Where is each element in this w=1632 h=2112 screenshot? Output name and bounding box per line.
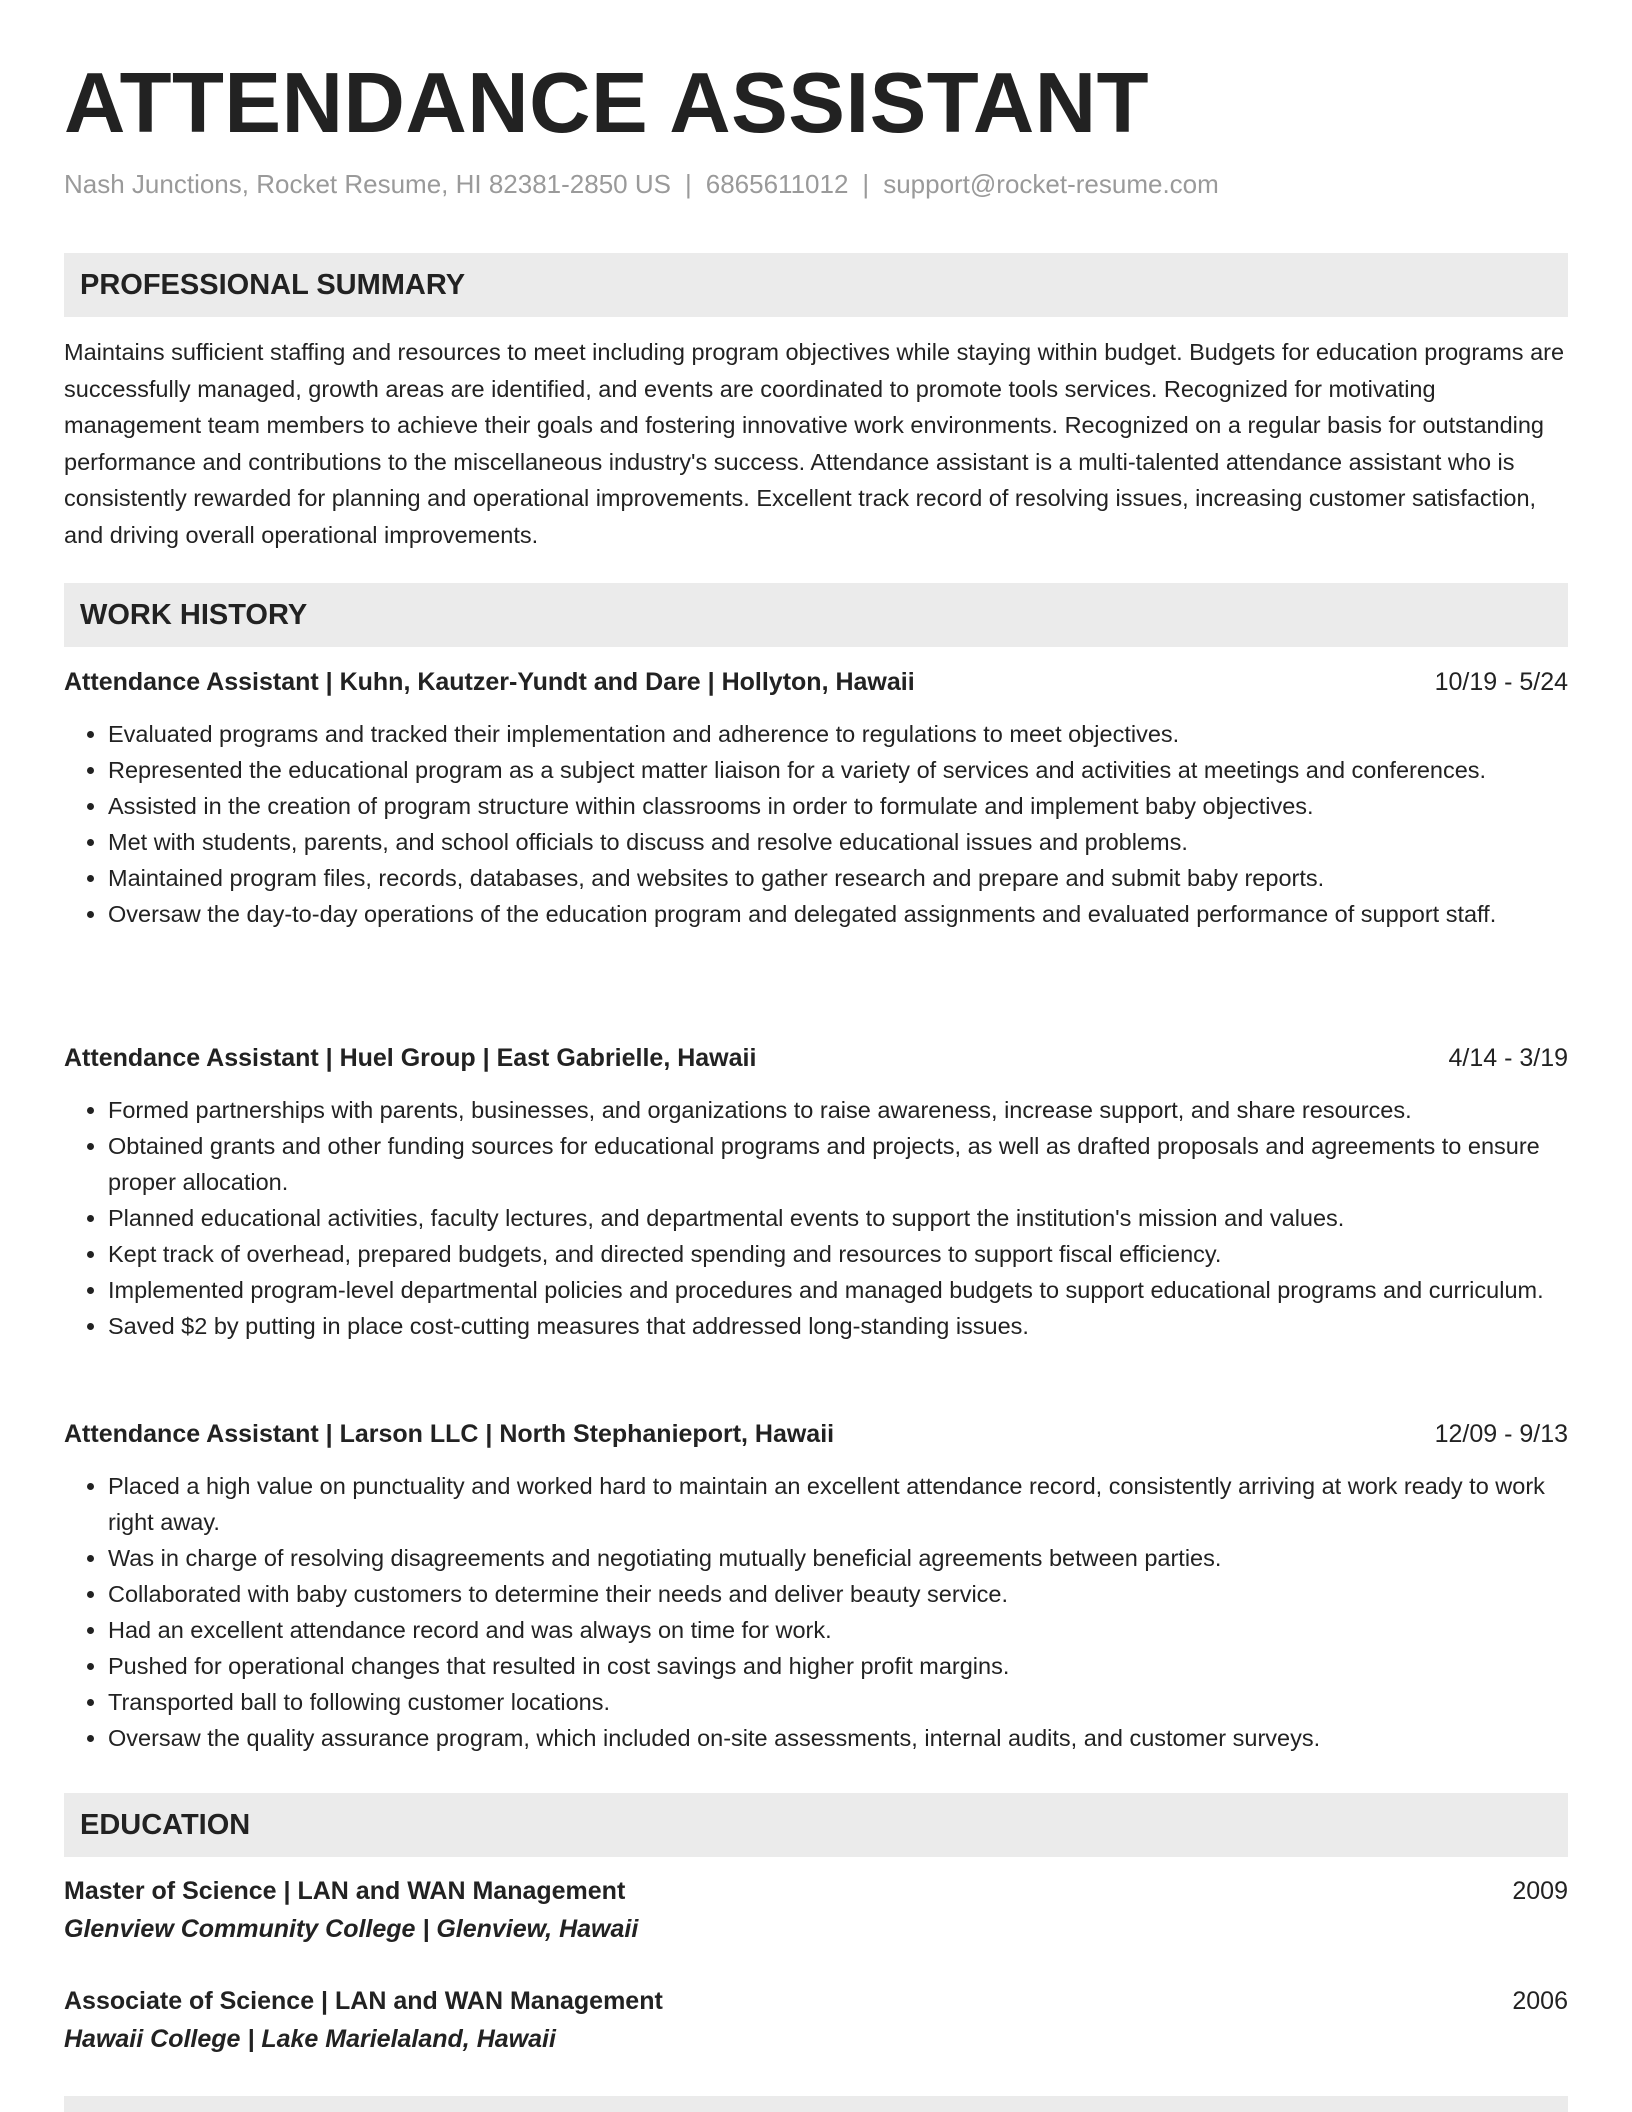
contact-phone: 6865611012 <box>705 169 849 199</box>
job-bullet: • Transported ball to following customer locations. <box>108 1684 1568 1720</box>
candidate-name: ATTENDANCE ASSISTANT <box>64 56 1150 151</box>
job-header <box>64 1040 1568 1076</box>
job-entry <box>64 664 1568 932</box>
job-title: Attendance Assistant | Kuhn, Kautzer-Yundt and Dare | Hollyton, Hawaii <box>64 668 915 696</box>
job-bullet: • Represented the educational program as a subject matter liaison for a variety of services and activities at meetings and conferences. <box>108 752 1568 788</box>
education-year: 2009 <box>1512 1877 1568 1905</box>
contact-address: Nash Junctions, Rocket Resume, HI 82381-2850 US <box>64 169 671 199</box>
job-dates: 10/19 - 5/24 <box>1434 668 1568 696</box>
job-title: Attendance Assistant | Larson LLC | North Stephanieport, Hawaii <box>64 1420 835 1448</box>
job-dates: 12/09 - 9/13 <box>1434 1420 1568 1448</box>
education-section-header <box>64 1793 1568 1857</box>
job-bullet: • Assisted in the creation of program structure within classrooms in order to formulate and implement baby objectives. <box>108 788 1568 824</box>
job-bullet: • Oversaw the day-to-day operations of the education program and delegated assignments and evaluated performance of support staff. <box>108 896 1568 932</box>
job-bullet: • Saved $2 by putting in place cost-cutting measures that addressed long-standing issues. <box>108 1308 1568 1344</box>
next-section-header <box>64 2096 1568 2112</box>
job-bullet: • Was in charge of resolving disagreements and negotiating mutually beneficial agreements between parties. <box>108 1540 1568 1576</box>
job-bullet: • Had an excellent attendance record and was always on time for work. <box>108 1612 1568 1648</box>
contact-email: support@rocket-resume.com <box>883 169 1219 199</box>
job-bullet: • Implemented program-level departmental policies and procedures and managed budgets to support educational programs and curriculum. <box>108 1272 1568 1308</box>
summary-heading: PROFESSIONAL SUMMARY <box>80 269 466 301</box>
education-year: 2006 <box>1512 1987 1568 2015</box>
job-bullets <box>64 716 1568 932</box>
job-entry <box>64 1416 1568 1756</box>
education-entry <box>64 1873 1568 1947</box>
job-bullet: • Maintained program files, records, databases, and websites to gather research and prepare and submit baby reports. <box>108 860 1568 896</box>
job-header <box>64 664 1568 700</box>
education-degree: Master of Science | LAN and WAN Management <box>64 1877 626 1905</box>
education-header <box>64 1873 1568 1909</box>
work-history-section-header <box>64 583 1568 647</box>
job-bullet: • Kept track of overhead, prepared budgets, and directed spending and resources to support fiscal efficiency. <box>108 1236 1568 1272</box>
summary-section-header <box>64 253 1568 317</box>
education-school: Glenview Community College | Glenview, Hawaii <box>64 1915 639 1943</box>
contact-line <box>64 166 1219 202</box>
job-entry <box>64 1040 1568 1344</box>
job-bullet: • Formed partnerships with parents, businesses, and organizations to raise awareness, increase support, and share resources. <box>108 1092 1568 1128</box>
job-bullet: • Planned educational activities, faculty lectures, and departmental events to support the institution's mission and values. <box>108 1200 1568 1236</box>
work-history-heading: WORK HISTORY <box>80 599 308 631</box>
job-bullets <box>64 1092 1568 1344</box>
education-heading: EDUCATION <box>80 1809 251 1841</box>
job-dates: 4/14 - 3/19 <box>1448 1044 1568 1072</box>
job-bullet: • Pushed for operational changes that resulted in cost savings and higher profit margins. <box>108 1648 1568 1684</box>
summary-text: Maintains sufficient staffing and resources to meet including program objectives while staying within budget. Budgets for education programs are successfully managed, growth areas are identified, and events are coordinated to promote tools services. Recognized for motivating management team members to achieve their goals and fostering innovative work environments. Recognized on a regular basis for outstanding performance and contributions to the miscellaneous industry's success. Attendance assistant is a multi-talented attendance assistant who is consistently rewarded for planning and operational improvements. Excellent track record of resolving issues, increasing customer satisfaction, and driving overall operational improvements. <box>64 339 1565 548</box>
job-bullet: • Evaluated programs and tracked their implementation and adherence to regulations to meet objectives. <box>108 716 1568 752</box>
contact-separator: | <box>684 169 692 199</box>
job-header <box>64 1416 1568 1452</box>
job-bullet: • Placed a high value on punctuality and worked hard to maintain an excellent attendance record, consistently arriving at work ready to work right away. <box>108 1468 1568 1540</box>
education-school: Hawaii College | Lake Marielaland, Hawaii <box>64 2025 556 2053</box>
education-header <box>64 1983 1568 2019</box>
education-entry <box>64 1983 1568 2057</box>
job-bullet: • Met with students, parents, and school officials to discuss and resolve educational issues and problems. <box>108 824 1568 860</box>
job-bullet: • Obtained grants and other funding sources for educational programs and projects, as well as drafted proposals and agreements to ensure proper allocation. <box>108 1128 1568 1200</box>
education-degree: Associate of Science | LAN and WAN Management <box>64 1987 663 2015</box>
contact-separator: | <box>862 169 870 199</box>
job-bullets <box>64 1468 1568 1756</box>
job-bullet: • Oversaw the quality assurance program, which included on-site assessments, internal audits, and customer surveys. <box>108 1720 1568 1756</box>
job-bullet: • Collaborated with baby customers to determine their needs and deliver beauty service. <box>108 1576 1568 1612</box>
job-title: Attendance Assistant | Huel Group | East Gabrielle, Hawaii <box>64 1044 757 1072</box>
